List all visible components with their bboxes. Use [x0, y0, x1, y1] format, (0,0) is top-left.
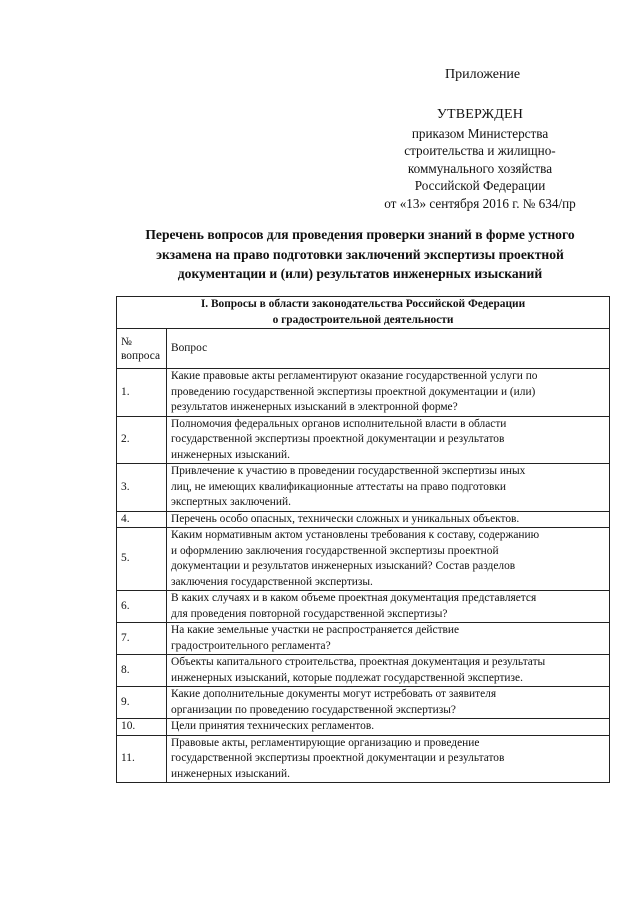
question-text-line: государственной экспертизы проектной документации и результатов	[171, 752, 505, 764]
question-number: 2.	[117, 416, 167, 464]
table-row	[117, 369, 610, 417]
question-text-line: Какие правовые акты регламентируют оказание государственной услуги по	[171, 370, 538, 382]
question-text-line: градостроительного регламента?	[171, 639, 331, 652]
question-text	[167, 528, 610, 591]
appendix-label: Приложение	[445, 67, 521, 82]
question-number: 10.	[117, 719, 167, 736]
table-row	[117, 687, 610, 719]
approval-line: приказом Министерства	[411, 125, 549, 141]
question-number: 9.	[117, 687, 167, 719]
question-text	[167, 369, 610, 417]
question-number: 6.	[117, 591, 167, 623]
table-row	[117, 511, 610, 528]
question-text	[167, 655, 610, 687]
question-text	[167, 416, 610, 464]
question-text	[167, 591, 610, 623]
question-text-line: Каким нормативным актом установлены требования к составу, содержанию	[171, 529, 540, 541]
question-number: 11.	[117, 735, 167, 783]
question-number: 5.	[117, 528, 167, 591]
question-text-line: проведению государственной экспертизы проектной документации и (или)	[171, 385, 536, 398]
approval-heading: УТВЕРЖДЕН	[436, 107, 524, 122]
question-text-line: Полномочия федеральных органов исполнительной власти в области	[171, 417, 507, 430]
question-text-line: Правовые акты, регламентирующие организацию и проведение	[171, 736, 480, 749]
question-number: 4.	[117, 511, 167, 528]
approval-block	[360, 106, 600, 212]
question-text-line: инженерных изысканий.	[171, 767, 290, 780]
approval-line: коммунального хозяйства	[407, 160, 553, 176]
question-text-line: и оформлению заключения государственной экспертизы проектной	[171, 544, 499, 557]
table-row	[117, 623, 610, 655]
question-text-line: Перечень особо опасных, технически сложных и уникальных объектов.	[171, 512, 520, 525]
question-text-line: инженерных изысканий, которые подлежат государственной экспертизе.	[171, 671, 523, 684]
approval-order-reference: от «13» сентября 2016 г. № 634/пр	[384, 195, 576, 211]
question-text-line: документации и результатов инженерных изысканий? Состав разделов	[171, 560, 516, 572]
question-text	[167, 687, 610, 719]
question-text-line: результатов инженерных изысканий в электронной форме?	[171, 401, 458, 413]
section-title: I. Вопросы в области законодательства Российской Федерации о градостроительной деятельности	[117, 297, 610, 329]
question-text-line: Привлечение к участию в проведении государственной экспертизы иных	[171, 465, 526, 477]
document-title	[110, 225, 610, 284]
question-text-line: В каких случаях и в каком объеме проектная документация представляется	[171, 592, 537, 604]
question-text	[167, 719, 610, 736]
question-text	[167, 511, 610, 528]
approval-line: Российской Федерации	[414, 178, 546, 193]
title-line: документации и (или) результатов инженерных изысканий	[177, 266, 543, 281]
question-text	[167, 735, 610, 783]
question-text-line: Какие дополнительные документы могут истребовать от заявителя	[171, 688, 497, 700]
column-header-question: Вопрос	[167, 329, 610, 369]
question-text-line: экспертных заключений.	[171, 496, 291, 508]
section-header-row	[117, 297, 610, 329]
approval-line: строительства и жилищно-	[404, 143, 556, 158]
question-text-line: для проведения повторной государственной экспертизы?	[171, 607, 448, 620]
title-line: экзамена на право подготовки заключений экспертизы проектной	[156, 246, 564, 262]
question-text-line: На какие земельные участки не распространяется действие	[171, 624, 460, 636]
column-header-row	[117, 329, 610, 369]
table-row	[117, 416, 610, 464]
question-text-line: государственной экспертизы проектной документации и результатов	[171, 433, 505, 445]
question-text	[167, 464, 610, 512]
question-number: 1.	[117, 369, 167, 417]
questions-table	[116, 296, 610, 783]
question-text	[167, 623, 610, 655]
question-number: 3.	[117, 464, 167, 512]
table-row	[117, 464, 610, 512]
table-row	[117, 528, 610, 591]
question-number: 7.	[117, 623, 167, 655]
title-line: Перечень вопросов для проведения проверки знаний в форме устного	[145, 227, 575, 242]
question-text-line: заключения государственной экспертизы.	[171, 575, 373, 588]
question-text-line: инженерных изысканий.	[171, 448, 290, 461]
table-row	[117, 591, 610, 623]
question-text-line: Объекты капитального строительства, проектная документация и результаты	[171, 656, 546, 668]
question-text-line: организации по проведению государственной экспертизы?	[171, 703, 456, 716]
question-number: 8.	[117, 655, 167, 687]
question-text-line: Цели принятия технических регламентов.	[171, 720, 375, 732]
table-row	[117, 655, 610, 687]
table-row	[117, 719, 610, 736]
question-text-line: лиц, не имеющих квалификационные аттестаты на право подготовки	[171, 480, 506, 493]
table-row	[117, 735, 610, 783]
column-header-number: № вопроса	[117, 329, 167, 369]
